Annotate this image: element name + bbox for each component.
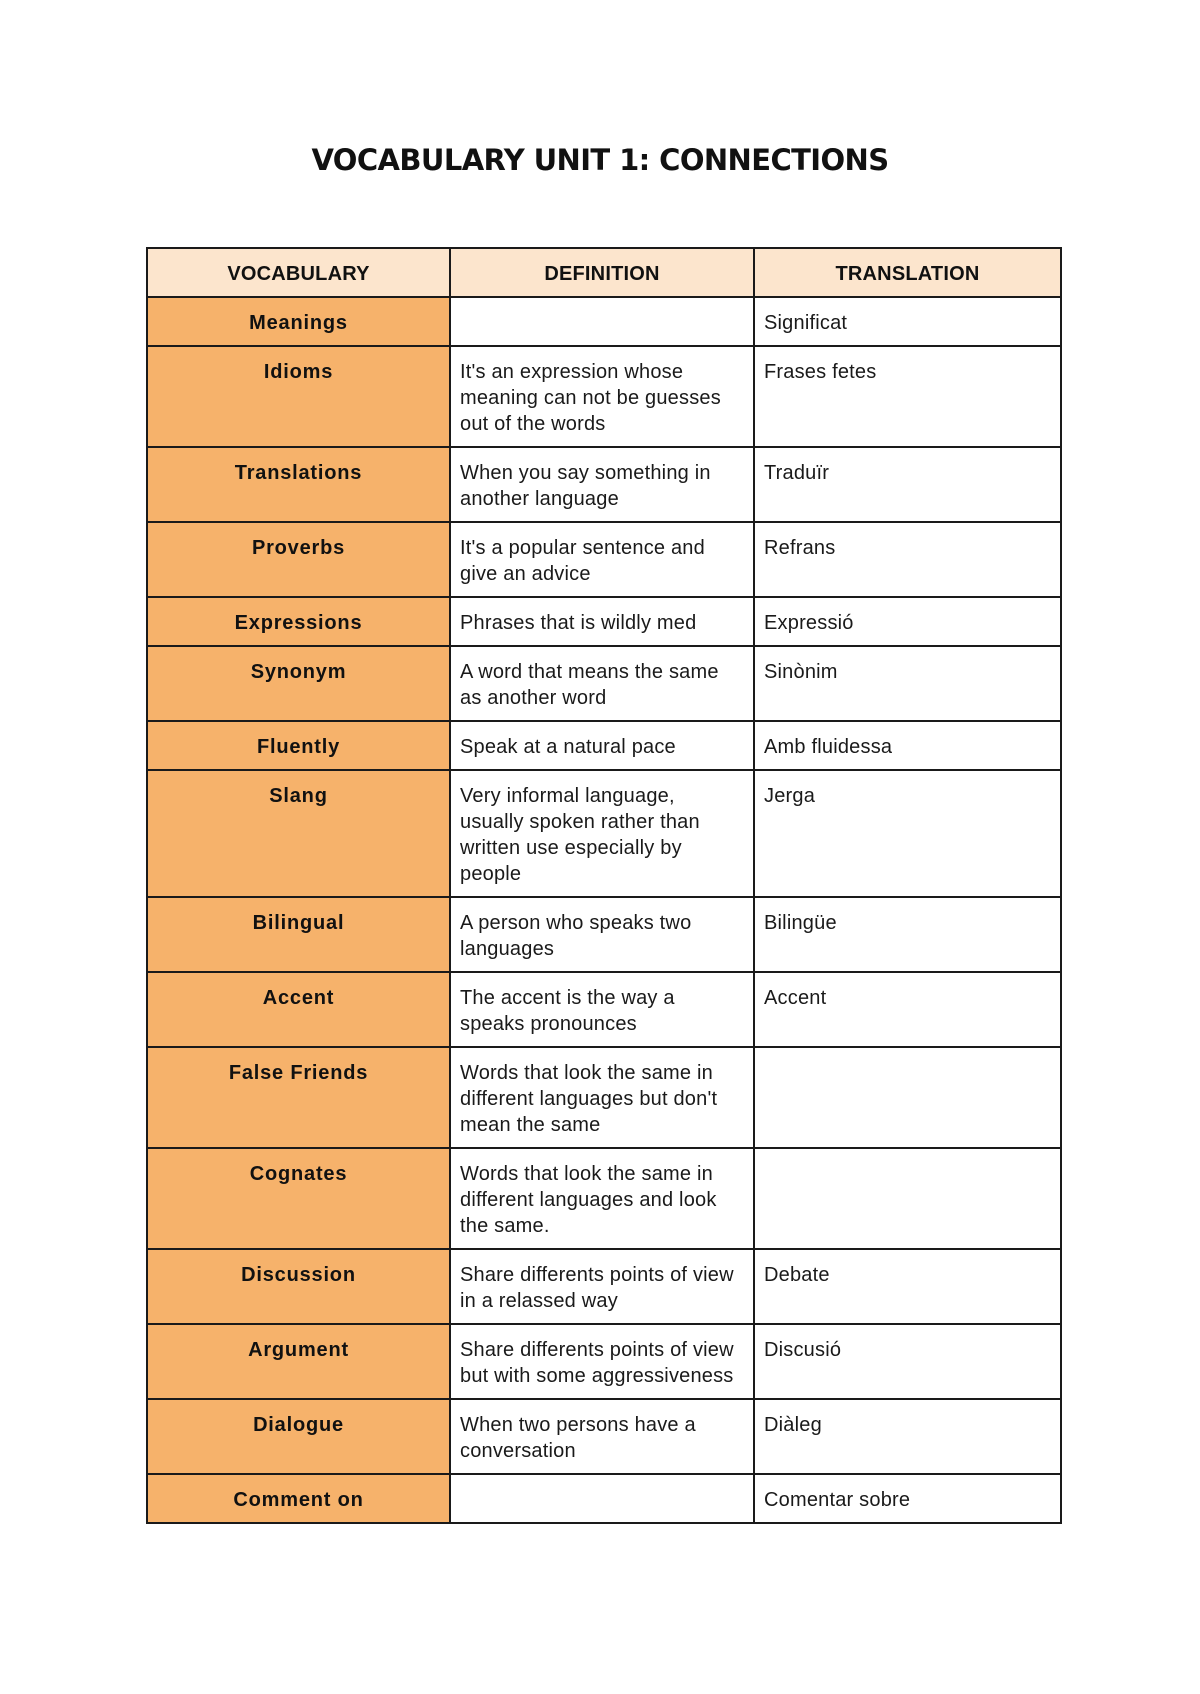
vocab-word: Dialogue	[147, 1399, 450, 1474]
vocab-word: Meanings	[147, 297, 450, 346]
vocab-word: False Friends	[147, 1047, 450, 1148]
vocab-translation: Frases fetes	[754, 346, 1061, 447]
vocab-translation: Sinònim	[754, 646, 1061, 721]
table-row	[147, 1474, 1061, 1523]
table-header	[147, 248, 1061, 297]
header-translation: TRANSLATION	[754, 248, 1061, 297]
vocab-word: Accent	[147, 972, 450, 1047]
vocab-translation: Jerga	[754, 770, 1061, 897]
vocab-definition: Share differents points of view in a relassed way	[450, 1249, 754, 1324]
table-row	[147, 297, 1061, 346]
table-row	[147, 1047, 1061, 1148]
vocab-translation: Traduïr	[754, 447, 1061, 522]
vocab-definition: Words that look the same in different languages but don't mean the same	[450, 1047, 754, 1148]
vocab-translation: Amb fluidessa	[754, 721, 1061, 770]
vocab-word: Proverbs	[147, 522, 450, 597]
vocab-word: Synonym	[147, 646, 450, 721]
vocab-definition: It's an expression whose meaning can not be guesses out of the words	[450, 346, 754, 447]
vocabulary-table	[146, 247, 1062, 1524]
vocab-definition: Words that look the same in different languages and look the same.	[450, 1148, 754, 1249]
vocab-word: Cognates	[147, 1148, 450, 1249]
vocab-translation: Bilingüe	[754, 897, 1061, 972]
vocab-definition: Very informal language, usually spoken rather than written use especially by people	[450, 770, 754, 897]
vocab-definition: When you say something in another language	[450, 447, 754, 522]
table-row	[147, 770, 1061, 897]
vocab-definition: A person who speaks two languages	[450, 897, 754, 972]
vocab-definition: The accent is the way a speaks pronounces	[450, 972, 754, 1047]
vocab-definition: Share differents points of view but with some aggressiveness	[450, 1324, 754, 1399]
vocab-definition: When two persons have a conversation	[450, 1399, 754, 1474]
table-row	[147, 1148, 1061, 1249]
vocab-translation	[754, 1047, 1061, 1148]
vocab-translation	[754, 1148, 1061, 1249]
vocab-definition	[450, 1474, 754, 1523]
vocab-translation: Comentar sobre	[754, 1474, 1061, 1523]
vocab-translation: Discusió	[754, 1324, 1061, 1399]
table-row	[147, 346, 1061, 447]
vocab-definition: A word that means the same as another word	[450, 646, 754, 721]
vocab-word: Slang	[147, 770, 450, 897]
vocab-translation: Expressió	[754, 597, 1061, 646]
vocab-definition: It's a popular sentence and give an advice	[450, 522, 754, 597]
vocab-word: Expressions	[147, 597, 450, 646]
table-row	[147, 1249, 1061, 1324]
table-row	[147, 972, 1061, 1047]
vocab-translation: Refrans	[754, 522, 1061, 597]
vocab-definition: Speak at a natural pace	[450, 721, 754, 770]
vocab-word: Idioms	[147, 346, 450, 447]
vocab-word: Translations	[147, 447, 450, 522]
vocab-word: Bilingual	[147, 897, 450, 972]
vocab-word: Comment on	[147, 1474, 450, 1523]
vocab-definition	[450, 297, 754, 346]
vocab-translation: Accent	[754, 972, 1061, 1047]
table-row	[147, 447, 1061, 522]
table-body	[147, 297, 1061, 1523]
vocab-word: Discussion	[147, 1249, 450, 1324]
vocab-translation: Debate	[754, 1249, 1061, 1324]
header-definition: DEFINITION	[450, 248, 754, 297]
table-row	[147, 522, 1061, 597]
vocab-word: Argument	[147, 1324, 450, 1399]
table-row	[147, 897, 1061, 972]
table-row	[147, 1399, 1061, 1474]
vocab-word: Fluently	[147, 721, 450, 770]
vocab-translation: Diàleg	[754, 1399, 1061, 1474]
vocab-translation: Significat	[754, 297, 1061, 346]
table-row	[147, 1324, 1061, 1399]
page-title: VOCABULARY UNIT 1: CONNECTIONS	[311, 143, 889, 177]
table-row	[147, 721, 1061, 770]
table-row	[147, 646, 1061, 721]
header-row	[147, 248, 1061, 297]
table-row	[147, 597, 1061, 646]
vocab-definition: Phrases that is wildly med	[450, 597, 754, 646]
header-vocabulary: VOCABULARY	[147, 248, 450, 297]
